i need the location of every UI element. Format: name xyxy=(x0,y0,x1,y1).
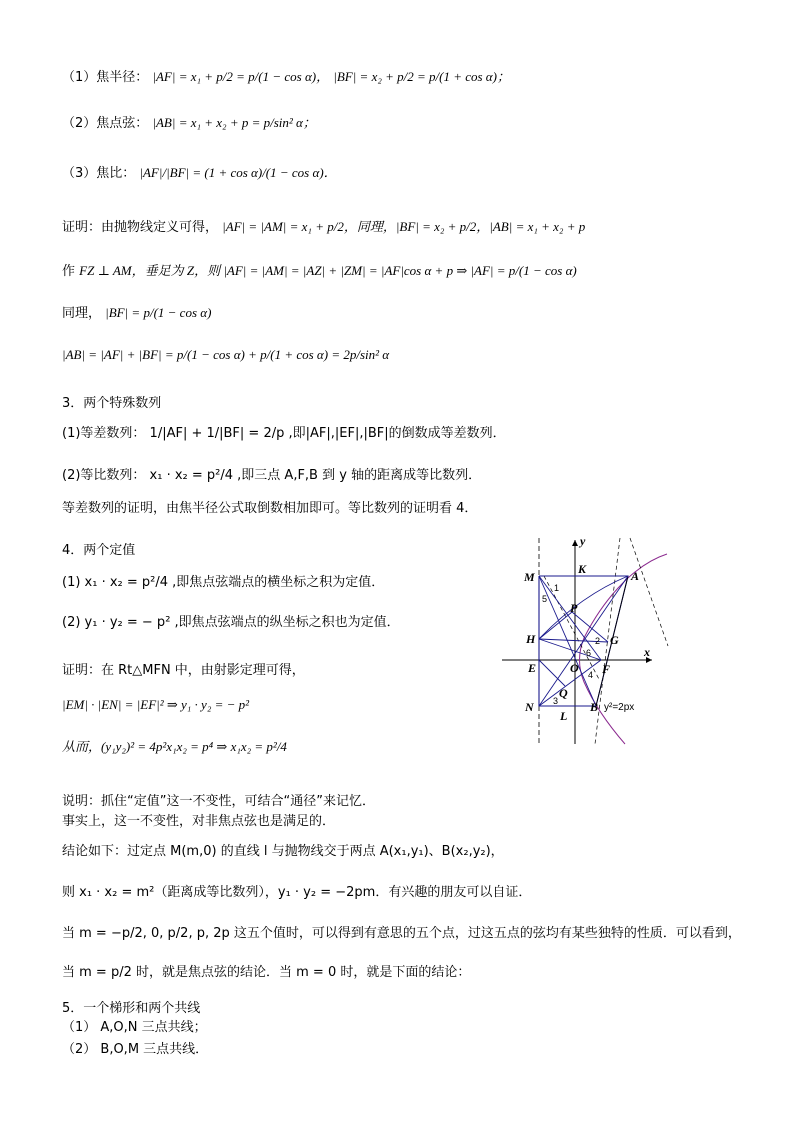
section-3-title: 3．两个特殊数列 xyxy=(62,396,162,411)
label-l: L xyxy=(560,709,568,723)
label-e: E xyxy=(528,661,537,675)
label-p: P xyxy=(570,601,578,615)
section-4-item-2: (2) y₁ · y₂ = − p² ,即焦点弦端点的纵坐标之积也为定值． xyxy=(62,615,400,630)
proof-line-2 xyxy=(62,264,577,278)
label-k: K xyxy=(578,562,587,576)
section-4-title: 4．两个定值 xyxy=(62,543,136,558)
proof-line-1-formula: |AF| = |AM| = x₁ + p/2，同理，|BF| = x₂ + p/2，|AB| = x₁ + x₂ + p xyxy=(222,219,586,234)
label-q: Q xyxy=(559,686,568,700)
section-4-proof-3: 从而，(y₁y₂)² = 4p²x₁x₂ = p⁴ ⇒ x₁x₂ = p²/4 xyxy=(62,739,287,754)
focal-chord-formula: |AB| = x₁ + x₂ + p = p/sin² α； xyxy=(152,115,316,130)
section-4-item-1: (1) x₁ · x₂ = p²/4 ,即焦点弦端点的横坐标之积为定值． xyxy=(62,575,385,590)
proof-line-3-text: 同理， xyxy=(62,306,102,321)
proof-line-2-formula: FZ ⊥ AM，垂足为 Z，则 |AF| = |AM| = |AZ| + |ZM| = |AF|cos α + p ⇒ |AF| = p/(1 − cos α) xyxy=(79,263,577,278)
note-line-1: 说明：抓住“定值”这一不变性，可结合“通径”来记忆． xyxy=(62,794,375,809)
proof-line-3-formula: |BF| = p/(1 − cos α) xyxy=(105,305,212,320)
angle-3: 3 xyxy=(553,696,559,706)
focal-ratio-label: （3）焦比： xyxy=(62,166,136,181)
label-y: y xyxy=(580,536,586,548)
segment-pg xyxy=(572,612,608,642)
focal-ratio-formula: |AF|/|BF| = (1 + cos α)/(1 − cos α)． xyxy=(139,165,337,180)
section-3-item-2: (2)等比数列： x₁ · x₂ = p²/4 ,即三点 A,F,B 到 y 轴的距离成等比数列． xyxy=(62,468,482,483)
label-h: H xyxy=(526,632,536,646)
conclusion-line-1: 结论如下：过定点 M(m,0) 的直线 l 与抛物线交于两点 A(x₁,y₁)、B(x₂,y₂)， xyxy=(62,844,504,859)
section-4-proof-1: 证明：在 Rt△MFN 中，由射影定理可得， xyxy=(62,663,305,678)
angle-1: 1 xyxy=(554,583,560,593)
proof-line-2-text: 作 xyxy=(62,264,76,279)
angle-6: 6 xyxy=(586,648,592,658)
focal-radius-formula-bf: |BF| = x₂ + p/2 = p/(1 + cos α)； xyxy=(333,69,510,84)
item-focal-ratio xyxy=(62,166,337,180)
parabola-diagram xyxy=(500,536,675,746)
proof-line-1-text: 证明：由抛物线定义可得， xyxy=(62,220,219,235)
angle-4: 4 xyxy=(588,670,594,680)
label-g: G xyxy=(610,633,619,647)
angle-2: 2 xyxy=(595,636,601,646)
segment-ho xyxy=(539,639,601,660)
label-x: x xyxy=(644,645,650,659)
label-f: F xyxy=(602,662,611,676)
proof-line-4 xyxy=(62,348,389,362)
section-5-item-2: （2） B,O,M 三点共线． xyxy=(62,1042,209,1057)
proof-line-4-formula: |AB| = |AF| + |BF| = p/(1 − cos α) + p/(1 + cos α) = 2p/sin² α xyxy=(62,347,390,362)
label-n: N xyxy=(525,700,534,714)
curve-equation-label: y²=2px xyxy=(604,702,635,713)
focal-radius-formula-af: |AF| = x₁ + p/2 = p/(1 − cos α)， xyxy=(152,69,330,84)
label-a: A xyxy=(631,569,640,583)
section-4-proof-2: |EM| · |EN| = |EF|² ⇒ y₁ · y₂ = − p² xyxy=(62,697,250,712)
proof-line-3 xyxy=(62,306,211,320)
section-3-item-1: (1)等差数列： 1/|AF| + 1/|BF| = 2/p ,即|AF|,|EF|,|BF|的倒数成等差数列． xyxy=(62,426,506,441)
section-3-note: 等差数列的证明，由焦半径公式取倒数相加即可。等比数列的证明看 4． xyxy=(62,501,478,516)
label-m: M xyxy=(524,570,535,584)
section-5-item-1: （1） A,O,N 三点共线； xyxy=(62,1020,207,1035)
proof-line-1 xyxy=(62,220,585,234)
conclusion-line-4: 当 m = p/2 时，就是焦点弦的结论．当 m = 0 时，就是下面的结论： xyxy=(62,965,471,980)
focal-radius-label: （1）焦半径： xyxy=(62,70,149,85)
segment-hp xyxy=(539,612,572,639)
angle-5: 5 xyxy=(542,594,548,604)
conclusion-line-3: 当 m = −p/2, 0, p/2, p, 2p 这五个值时，可以得到有意思的五个点，过这五点的弦均有某些独特的性质．可以看到， xyxy=(62,926,741,941)
note-line-2: 事实上，这一不变性，对非焦点弦也是满足的． xyxy=(62,814,336,829)
item-focal-radius xyxy=(62,70,510,84)
section-5-title: 5．一个梯形和两个共线 xyxy=(62,1001,201,1016)
dashed-line-3 xyxy=(630,538,668,646)
item-focal-chord xyxy=(62,116,316,130)
label-o: O xyxy=(570,661,579,675)
label-b: B xyxy=(590,700,599,714)
y-axis-arrow xyxy=(572,540,578,546)
conclusion-line-2: 则 x₁ · x₂ = m²（距离成等比数列），y₁ · y₂ = −2pm．有兴趣的朋友可以自证． xyxy=(62,885,532,900)
focal-chord-label: （2）焦点弦： xyxy=(62,116,149,131)
